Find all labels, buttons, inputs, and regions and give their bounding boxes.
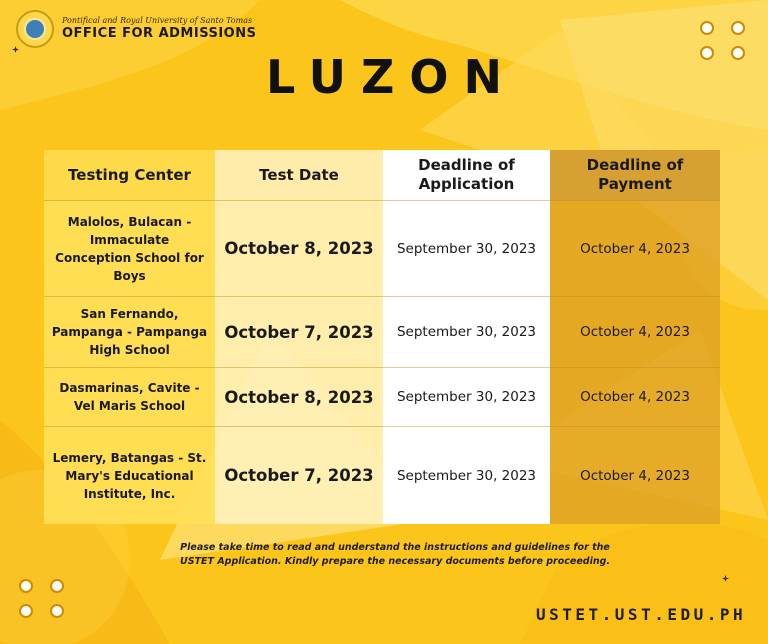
- test-date-cell: October 8, 2023: [215, 201, 383, 297]
- decorative-dots-bottom-left: [19, 579, 64, 618]
- test-date-cell: October 7, 2023: [215, 427, 383, 525]
- header-text: [62, 16, 256, 42]
- testing-center-cell: San Fernando, Pampanga - Pampanga High School: [44, 297, 215, 368]
- page-title: LUZON: [266, 50, 517, 104]
- table-row: [44, 368, 720, 427]
- university-name: Pontifical and Royal University of Santo Tomas: [62, 16, 253, 25]
- payment-deadline-cell: October 4, 2023: [550, 201, 720, 297]
- application-deadline-cell: September 30, 2023: [383, 201, 550, 297]
- header-testing-center: Testing Center: [44, 150, 215, 201]
- header: [16, 10, 256, 48]
- test-date-cell: October 8, 2023: [215, 368, 383, 427]
- testing-center-cell: Lemery, Batangas - St. Mary's Educational Institute, Inc.: [44, 427, 215, 525]
- application-deadline-cell: September 30, 2023: [383, 297, 550, 368]
- dot-icon: [50, 579, 64, 593]
- test-date-cell: October 7, 2023: [215, 297, 383, 368]
- header-application-deadline: Deadline of Application: [383, 150, 550, 201]
- university-seal-icon: [16, 10, 54, 48]
- dot-icon: [19, 604, 33, 618]
- testing-center-cell: Dasmarinas, Cavite - Vel Maris School: [44, 368, 215, 427]
- dot-icon: [700, 21, 714, 35]
- table-row: [44, 201, 720, 297]
- table-header-row: [44, 150, 720, 201]
- instructions-note: Please take time to read and understand the instructions and guidelines for the USTET Application. Kindly prepare the necessary documents before proceeding.: [180, 542, 611, 567]
- table-row: [44, 427, 720, 525]
- application-deadline-cell: September 30, 2023: [383, 368, 550, 427]
- payment-deadline-cell: October 4, 2023: [550, 368, 720, 427]
- application-deadline-cell: September 30, 2023: [383, 427, 550, 525]
- schedule-table: [44, 150, 720, 524]
- office-name: OFFICE FOR ADMISSIONS: [62, 26, 257, 41]
- table-row: [44, 297, 720, 368]
- payment-deadline-cell: October 4, 2023: [550, 427, 720, 525]
- header-payment-deadline: Deadline of Payment: [550, 150, 720, 201]
- dot-icon: [50, 604, 64, 618]
- dot-icon: [731, 21, 745, 35]
- testing-center-cell: Malolos, Bulacan - Immaculate Conception School for Boys: [44, 201, 215, 297]
- dot-icon: [19, 579, 33, 593]
- payment-deadline-cell: October 4, 2023: [550, 297, 720, 368]
- header-test-date: Test Date: [215, 150, 383, 201]
- website-url: USTET.UST.EDU.PH: [536, 605, 747, 624]
